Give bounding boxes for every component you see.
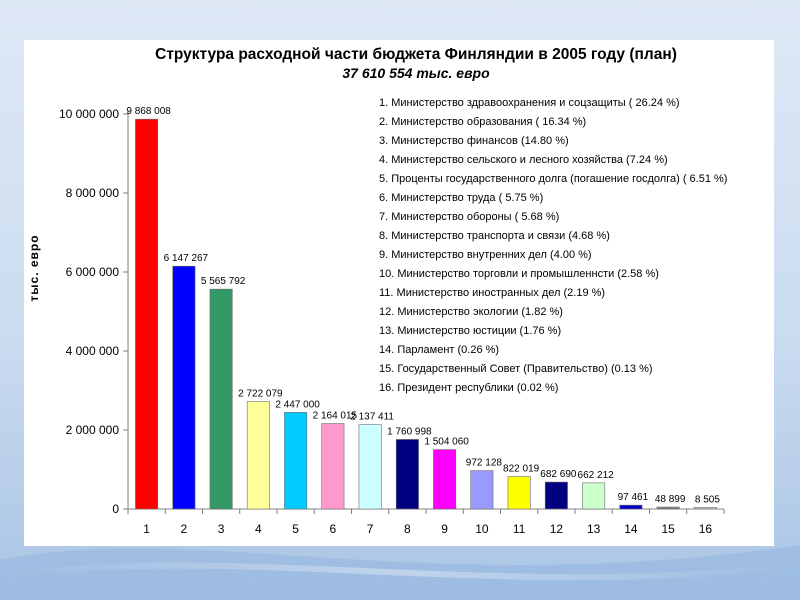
data-label: 2 137 411 bbox=[350, 411, 394, 423]
data-label: 2 447 000 bbox=[275, 399, 320, 411]
legend-item: 8. Министерство транспорта и связи (4.68 %) bbox=[379, 230, 610, 242]
data-label: 8 505 bbox=[694, 494, 720, 506]
legend-item: 5. Проценты государственного долга (погашение госдолга) ( 6.51 %) bbox=[379, 173, 728, 185]
category-label: 5 bbox=[292, 522, 299, 536]
category-label: 14 bbox=[624, 522, 638, 536]
data-label: 682 690 bbox=[540, 469, 577, 481]
bar bbox=[471, 471, 493, 509]
data-label: 1 504 060 bbox=[424, 436, 469, 448]
bar bbox=[582, 483, 604, 509]
legend-item: 15. Государственный Совет (Правительство) (0.13 %) bbox=[379, 363, 653, 375]
category-label: 3 bbox=[217, 522, 225, 536]
legend-item: 12. Министерство экологии (1.82 %) bbox=[379, 306, 563, 318]
data-label: 6 147 267 bbox=[163, 253, 209, 265]
legend-item: 1. Министерство здравоохранения и соцзащиты ( 26.24 %) bbox=[379, 97, 680, 109]
bar-chart bbox=[24, 40, 774, 546]
category-label: 15 bbox=[661, 522, 675, 536]
bar bbox=[433, 450, 455, 509]
category-label: 2 bbox=[180, 522, 188, 536]
chart-subtitle: 37 610 554 тыс. евро bbox=[342, 65, 490, 81]
data-label: 1 760 998 bbox=[387, 426, 432, 438]
legend-item: 7. Министерство обороны ( 5.68 %) bbox=[379, 211, 560, 223]
bar bbox=[247, 401, 269, 509]
bar bbox=[173, 266, 195, 509]
chart-title: Структура расходной части бюджета Финляндии в 2005 году (план) bbox=[155, 46, 677, 63]
legend-item: 3. Министерство финансов (14.80 %) bbox=[379, 135, 569, 147]
category-label: 6 bbox=[329, 522, 337, 536]
category-label: 4 bbox=[255, 522, 262, 536]
bar bbox=[322, 424, 344, 509]
data-label: 2 722 079 bbox=[238, 388, 283, 400]
legend-item: 14. Парламент (0.26 %) bbox=[379, 344, 500, 356]
category-label: 9 bbox=[441, 522, 448, 536]
bar bbox=[135, 119, 157, 509]
legend-item: 9. Министерство внутренних дел (4.00 %) bbox=[379, 249, 592, 261]
category-label: 11 bbox=[512, 522, 526, 536]
bar bbox=[545, 482, 567, 509]
y-tick-label: 0 bbox=[112, 502, 119, 516]
data-label: 48 899 bbox=[654, 494, 686, 506]
data-label: 2 164 015 bbox=[312, 410, 358, 422]
bar bbox=[620, 505, 642, 509]
data-label: 97 461 bbox=[617, 492, 649, 504]
legend bbox=[379, 97, 727, 394]
legend-item: 6. Министерство труда ( 5.75 %) bbox=[379, 192, 544, 204]
legend-item: 16. Президент республики (0.02 %) bbox=[379, 382, 559, 394]
data-label: 5 565 792 bbox=[200, 276, 246, 288]
category-label: 8 bbox=[404, 522, 411, 536]
y-tick-label: 6 000 000 bbox=[65, 265, 119, 279]
y-tick-label: 8 000 000 bbox=[65, 186, 119, 200]
bar bbox=[694, 508, 716, 510]
legend-item: 13. Министерство юстиции (1.76 %) bbox=[379, 325, 562, 337]
bar bbox=[284, 412, 306, 509]
bar bbox=[210, 289, 232, 509]
category-label: 1 bbox=[143, 522, 150, 536]
y-tick-label: 2 000 000 bbox=[65, 423, 119, 437]
bar bbox=[657, 507, 679, 509]
data-label: 9 868 008 bbox=[126, 106, 171, 118]
bars bbox=[126, 106, 720, 536]
legend-item: 4. Министерство сельского и лесного хозяйства (7.24 %) bbox=[379, 154, 668, 166]
category-label: 7 bbox=[366, 522, 374, 536]
category-label: 10 bbox=[475, 522, 489, 536]
legend-item: 11. Министерство иностранных дел (2.19 %) bbox=[379, 287, 606, 299]
category-label: 13 bbox=[586, 522, 601, 536]
category-label: 12 bbox=[549, 522, 564, 536]
legend-item: 10. Министерство торговли и промышленнсти (2.58 %) bbox=[379, 268, 659, 280]
bar bbox=[396, 439, 418, 509]
y-tick-label: 4 000 000 bbox=[65, 344, 119, 358]
legend-item: 2. Министерство образования ( 16.34 %) bbox=[379, 116, 587, 128]
y-axis-label: тыс. евро bbox=[27, 234, 41, 302]
bar bbox=[508, 477, 530, 509]
bar bbox=[359, 425, 381, 509]
data-label: 822 019 bbox=[503, 463, 540, 475]
category-label: 16 bbox=[698, 522, 713, 536]
y-tick-label: 10 000 000 bbox=[58, 107, 119, 121]
data-label: 972 128 bbox=[465, 457, 502, 469]
chart-panel bbox=[24, 40, 774, 546]
data-label: 662 212 bbox=[577, 469, 614, 481]
